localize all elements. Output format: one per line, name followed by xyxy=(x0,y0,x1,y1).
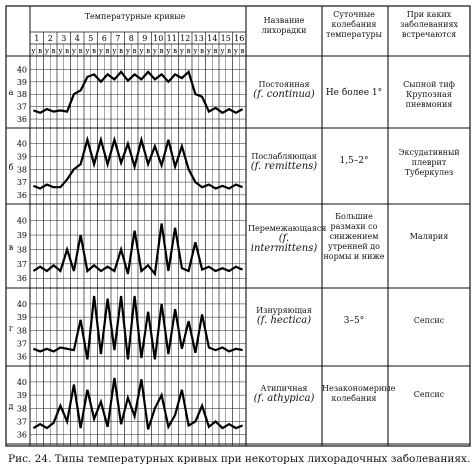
day-number-3: 3 xyxy=(61,34,67,43)
day-number-11: 11 xyxy=(166,34,177,43)
day-number-14: 14 xyxy=(207,34,218,43)
row-letter-0: а xyxy=(8,88,14,97)
y-tick-label: 37 xyxy=(16,102,27,112)
y-tick-label: 40 xyxy=(16,299,27,309)
y-tick-label: 38 xyxy=(16,326,27,336)
row-b-diseases: Эксудативный плеврит Туберкулез xyxy=(398,148,460,177)
y-tick-label: 39 xyxy=(16,152,27,162)
time-label: в xyxy=(200,47,205,55)
row-b-daily: 1,5–2° xyxy=(339,156,369,166)
time-label: у xyxy=(44,47,49,55)
day-number-12: 12 xyxy=(180,34,191,43)
time-label: у xyxy=(152,47,157,55)
row-a-name: Постоянная (f. continua) xyxy=(253,80,315,100)
time-label: в xyxy=(186,47,191,55)
y-tick-label: 39 xyxy=(16,77,27,87)
time-label: у xyxy=(179,47,184,55)
time-label: в xyxy=(159,47,164,55)
time-label: в xyxy=(227,47,232,55)
y-tick-label: 38 xyxy=(16,165,27,175)
time-label: у xyxy=(206,47,211,55)
y-tick-label: 37 xyxy=(16,417,27,427)
time-label: у xyxy=(85,47,90,55)
y-tick-label: 39 xyxy=(16,313,27,323)
time-label: у xyxy=(166,47,171,55)
y-tick-label: 37 xyxy=(16,259,27,269)
time-label: у xyxy=(125,47,130,55)
time-label: в xyxy=(119,47,124,55)
day-number-7: 7 xyxy=(115,34,121,43)
y-tick-label: 36 xyxy=(16,352,27,362)
figure-caption: Рис. 24. Типы температурных кривых при некоторых лихорадочных заболеваниях. xyxy=(8,453,471,465)
row-e-daily: Незакономерные колебания xyxy=(322,384,396,403)
row-e-name: Атипичная (f. athypica) xyxy=(253,384,315,404)
row-d-name: Изнуряющая (f. hectica) xyxy=(256,306,312,326)
day-number-16: 16 xyxy=(234,34,245,43)
time-label: у xyxy=(71,47,76,55)
row-c-name: Перемежающаяся (f. intermittens) xyxy=(248,224,327,254)
header-curves-title: Температурные кривые xyxy=(84,12,186,21)
time-label: в xyxy=(65,47,70,55)
time-label: у xyxy=(98,47,103,55)
time-label: у xyxy=(193,47,198,55)
day-number-5: 5 xyxy=(88,34,94,43)
y-tick-label: 39 xyxy=(16,231,27,241)
day-number-1: 1 xyxy=(34,34,40,43)
y-tick-label: 38 xyxy=(16,90,27,100)
time-label: в xyxy=(92,47,97,55)
row-letter-4: д xyxy=(8,402,14,411)
row-d-daily: 3–5° xyxy=(343,316,365,326)
time-label: у xyxy=(233,47,238,55)
header-daily-column: Суточные колебания температуры xyxy=(326,10,382,39)
y-tick-label: 40 xyxy=(16,377,27,387)
row-c-diseases: Малярия xyxy=(409,232,449,241)
y-tick-label: 36 xyxy=(16,115,27,125)
y-tick-label: 38 xyxy=(16,404,27,414)
y-tick-label: 36 xyxy=(16,274,27,284)
time-label: в xyxy=(132,47,137,55)
time-label: в xyxy=(78,47,83,55)
time-label: у xyxy=(31,47,36,55)
time-label: у xyxy=(139,47,144,55)
row-letter-3: г xyxy=(8,324,14,333)
time-label: в xyxy=(213,47,218,55)
time-label: у xyxy=(58,47,63,55)
row-a-daily: Не более 1° xyxy=(325,88,383,98)
row-e-diseases: Сепсис xyxy=(413,390,445,399)
row-c-daily: Большие размахи со снижением утренней до нормы и ниже xyxy=(323,212,385,261)
row-d-diseases: Сепсис xyxy=(413,316,445,325)
y-tick-label: 36 xyxy=(16,190,27,200)
row-letter-1: б xyxy=(8,163,14,172)
time-label: в xyxy=(105,47,110,55)
day-number-10: 10 xyxy=(153,34,164,43)
time-label: у xyxy=(112,47,117,55)
y-tick-label: 40 xyxy=(16,139,27,149)
day-number-6: 6 xyxy=(101,34,107,43)
header-disease-column: При каких заболеваниях встречаются xyxy=(399,10,459,39)
y-tick-label: 39 xyxy=(16,391,27,401)
time-label: у xyxy=(220,47,225,55)
y-tick-label: 37 xyxy=(16,339,27,349)
time-label: в xyxy=(38,47,43,55)
row-letter-2: в xyxy=(8,243,14,252)
table-border xyxy=(6,6,470,446)
row-a-diseases: Сыпной тиф Крупозная пневмония xyxy=(403,80,455,109)
day-number-8: 8 xyxy=(128,34,134,43)
day-number-9: 9 xyxy=(142,34,148,43)
day-number-2: 2 xyxy=(47,34,53,43)
y-tick-label: 40 xyxy=(16,65,27,75)
time-label: в xyxy=(146,47,151,55)
time-label: в xyxy=(173,47,178,55)
day-number-15: 15 xyxy=(220,34,231,43)
time-label: в xyxy=(240,47,245,55)
y-tick-label: 36 xyxy=(16,430,27,440)
time-label: в xyxy=(51,47,56,55)
y-tick-label: 38 xyxy=(16,245,27,255)
y-tick-label: 40 xyxy=(16,216,27,226)
y-tick-label: 37 xyxy=(16,178,27,188)
day-number-13: 13 xyxy=(193,34,204,43)
day-number-4: 4 xyxy=(74,34,80,43)
header-name-column: Название лихорадки xyxy=(261,16,307,35)
row-b-name: Послабляющая (f. remittens) xyxy=(250,152,318,172)
